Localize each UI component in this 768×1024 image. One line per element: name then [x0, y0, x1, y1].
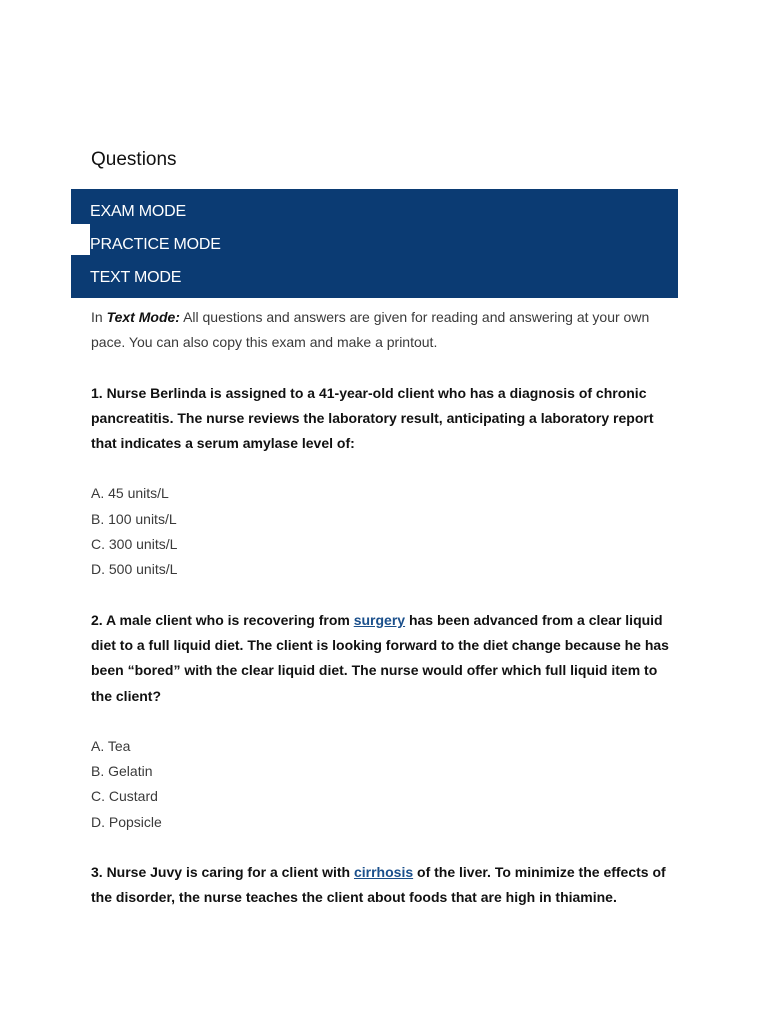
question-1-option-b: B. 100 units/L: [91, 510, 177, 527]
question-2-options: [91, 734, 681, 835]
question-1: [91, 381, 681, 457]
question-1-text: 1. Nurse Berlinda is assigned to a 41-year-old client who has a diagnosis of chronic pancreatitis. The nurse reviews the laboratory result, anticipating a laboratory report that indicates a serum amylase level of:: [91, 384, 654, 452]
question-2: [91, 608, 681, 709]
text-mode-label: Text Mode:: [106, 309, 180, 325]
question-3-text-start: 3. Nurse Juvy is caring for a client with: [91, 864, 354, 881]
surgery-link[interactable]: surgery: [353, 611, 406, 628]
question-2-option-d: D. Popsicle: [91, 813, 162, 830]
practice-mode-link[interactable]: PRACTICE MODE: [90, 236, 221, 253]
question-2-text-start: 2. A male client who is recovering from: [91, 611, 354, 628]
text-mode-link[interactable]: TEXT MODE: [90, 269, 182, 286]
question-2-option-b: B. Gelatin: [91, 763, 153, 780]
question-2-option-a: A. Tea: [91, 737, 131, 754]
question-3: [91, 860, 681, 911]
exam-mode-link[interactable]: EXAM MODE: [90, 203, 186, 220]
question-2-text-end: has been advanced from a clear liquid diet to a full liquid diet. The client is looking forward to the diet change because he has been “bored” with the clear liquid diet. The nurse would offer which full liquid item to the client?: [91, 611, 669, 704]
page-title: Questions: [91, 149, 177, 170]
question-1-option-a: A. 45 units/L: [91, 485, 169, 502]
exam-content: [91, 305, 681, 911]
mode-selector-panel: [71, 189, 678, 298]
cirrhosis-link[interactable]: cirrhosis: [353, 864, 414, 881]
active-mode-marker: [71, 224, 90, 255]
question-1-option-c: C. 300 units/L: [91, 536, 178, 553]
question-1-option-d: D. 500 units/L: [91, 561, 178, 578]
question-1-options: [91, 481, 681, 582]
intro-prefix: In: [91, 309, 107, 325]
intro-text: All questions and answers are given for reading and answering at your own pace. You can also copy this exam and make a printout.: [91, 309, 650, 351]
question-2-option-c: C. Custard: [91, 788, 158, 805]
question-3-text-end: of the liver. To minimize the effects of the disorder, the nurse teaches the client about foods that are high in thiamine.: [91, 864, 666, 906]
intro-paragraph: [91, 305, 681, 356]
